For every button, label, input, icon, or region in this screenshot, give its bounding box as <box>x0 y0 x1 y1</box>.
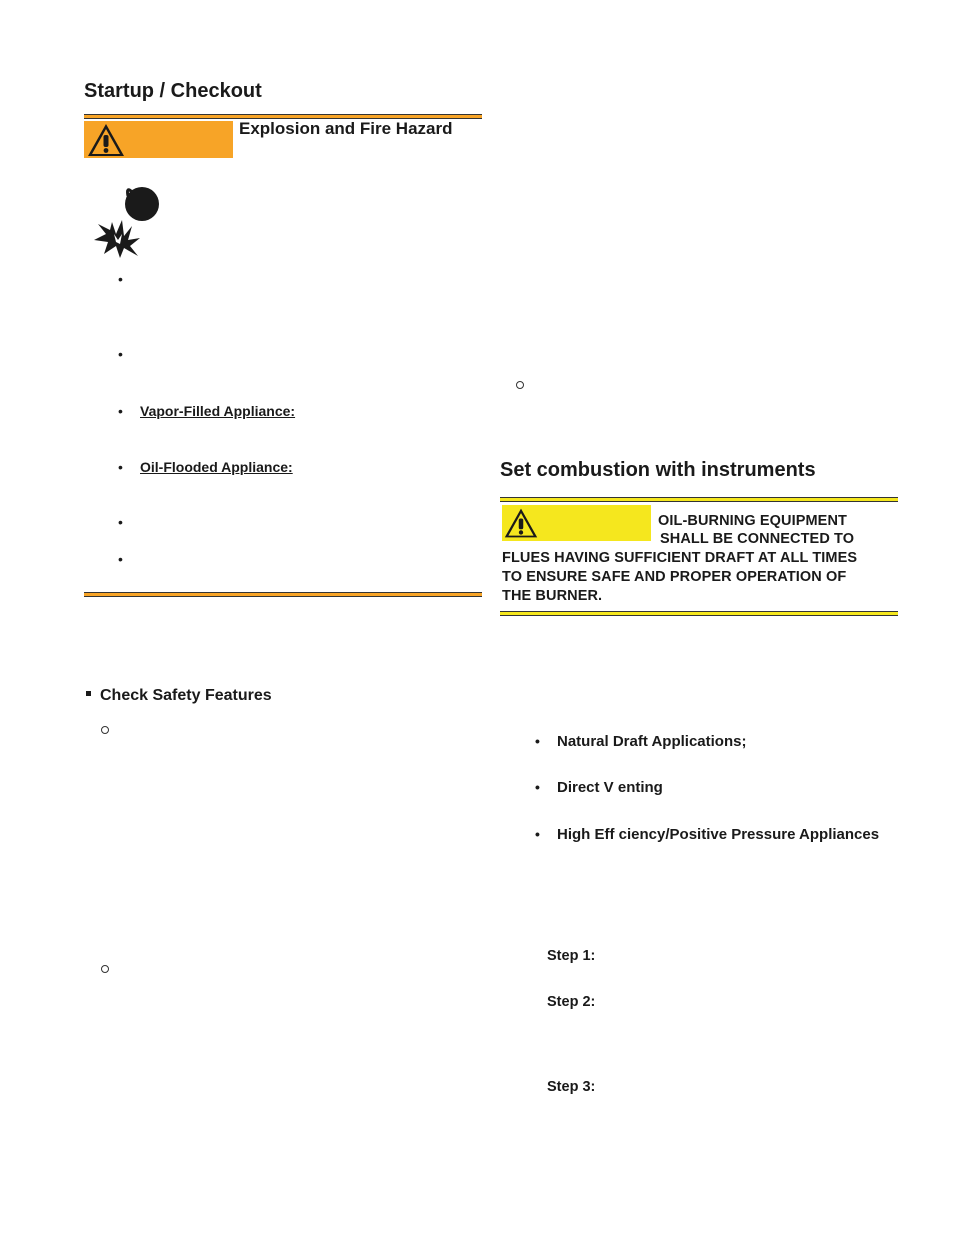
hazard-bottom-rule <box>84 592 482 597</box>
bullet-dot: • <box>118 514 123 530</box>
warning-top-rule <box>500 497 898 502</box>
circle-bullet <box>516 381 524 389</box>
warning-line-2: SHALL BE CONNECTED TO <box>660 531 855 547</box>
warning-line-1: OIL-BURNING EQUIPMENT <box>658 513 847 529</box>
step-1-label: Step 1: <box>547 948 596 964</box>
bullet-dot: • <box>118 459 123 475</box>
warning-bottom-rule <box>500 611 898 616</box>
bullet-dot: • <box>118 551 123 567</box>
bullet-dot: • <box>118 271 123 287</box>
bullet-dot: • <box>118 346 123 362</box>
vapor-filled-appliance-link[interactable]: Vapor-Filled Appliance: <box>140 403 296 419</box>
warning-label-box <box>84 121 233 158</box>
direct-venting-item: Direct V enting <box>557 779 663 796</box>
oil-flooded-appliance-link[interactable]: Oil-Flooded Appliance: <box>140 459 293 475</box>
circle-bullet <box>101 726 109 734</box>
square-bullet <box>86 691 91 696</box>
natural-draft-item: Natural Draft Applications; <box>557 733 747 750</box>
warning-triangle-icon <box>503 506 539 540</box>
step-3-label: Step 3: <box>547 1079 596 1095</box>
warning-triangle-icon <box>86 122 126 158</box>
startup-checkout-title: Startup / Checkout <box>84 80 262 102</box>
bullet-dot: • <box>535 733 540 749</box>
step-2-label: Step 2: <box>547 994 596 1010</box>
set-combustion-title: Set combustion with instruments <box>500 459 816 481</box>
high-efficiency-item: High Eff ciency/Positive Pressure Appliances <box>557 826 880 843</box>
warning-line-4: TO ENSURE SAFE AND PROPER OPERATION OF <box>502 569 847 585</box>
bullet-dot: • <box>535 826 540 842</box>
warning-line-5: THE BURNER. <box>502 588 603 604</box>
bullet-dot: • <box>118 403 123 419</box>
check-safety-features: Check Safety Features <box>100 687 272 704</box>
explosion-icon <box>92 182 164 258</box>
warning-line-3: FLUES HAVING SUFFICIENT DRAFT AT ALL TIMES <box>502 550 858 566</box>
circle-bullet <box>101 965 109 973</box>
caution-label-box <box>502 505 651 541</box>
hazard-title: Explosion and Fire Hazard <box>239 119 453 138</box>
bullet-dot: • <box>535 779 540 795</box>
